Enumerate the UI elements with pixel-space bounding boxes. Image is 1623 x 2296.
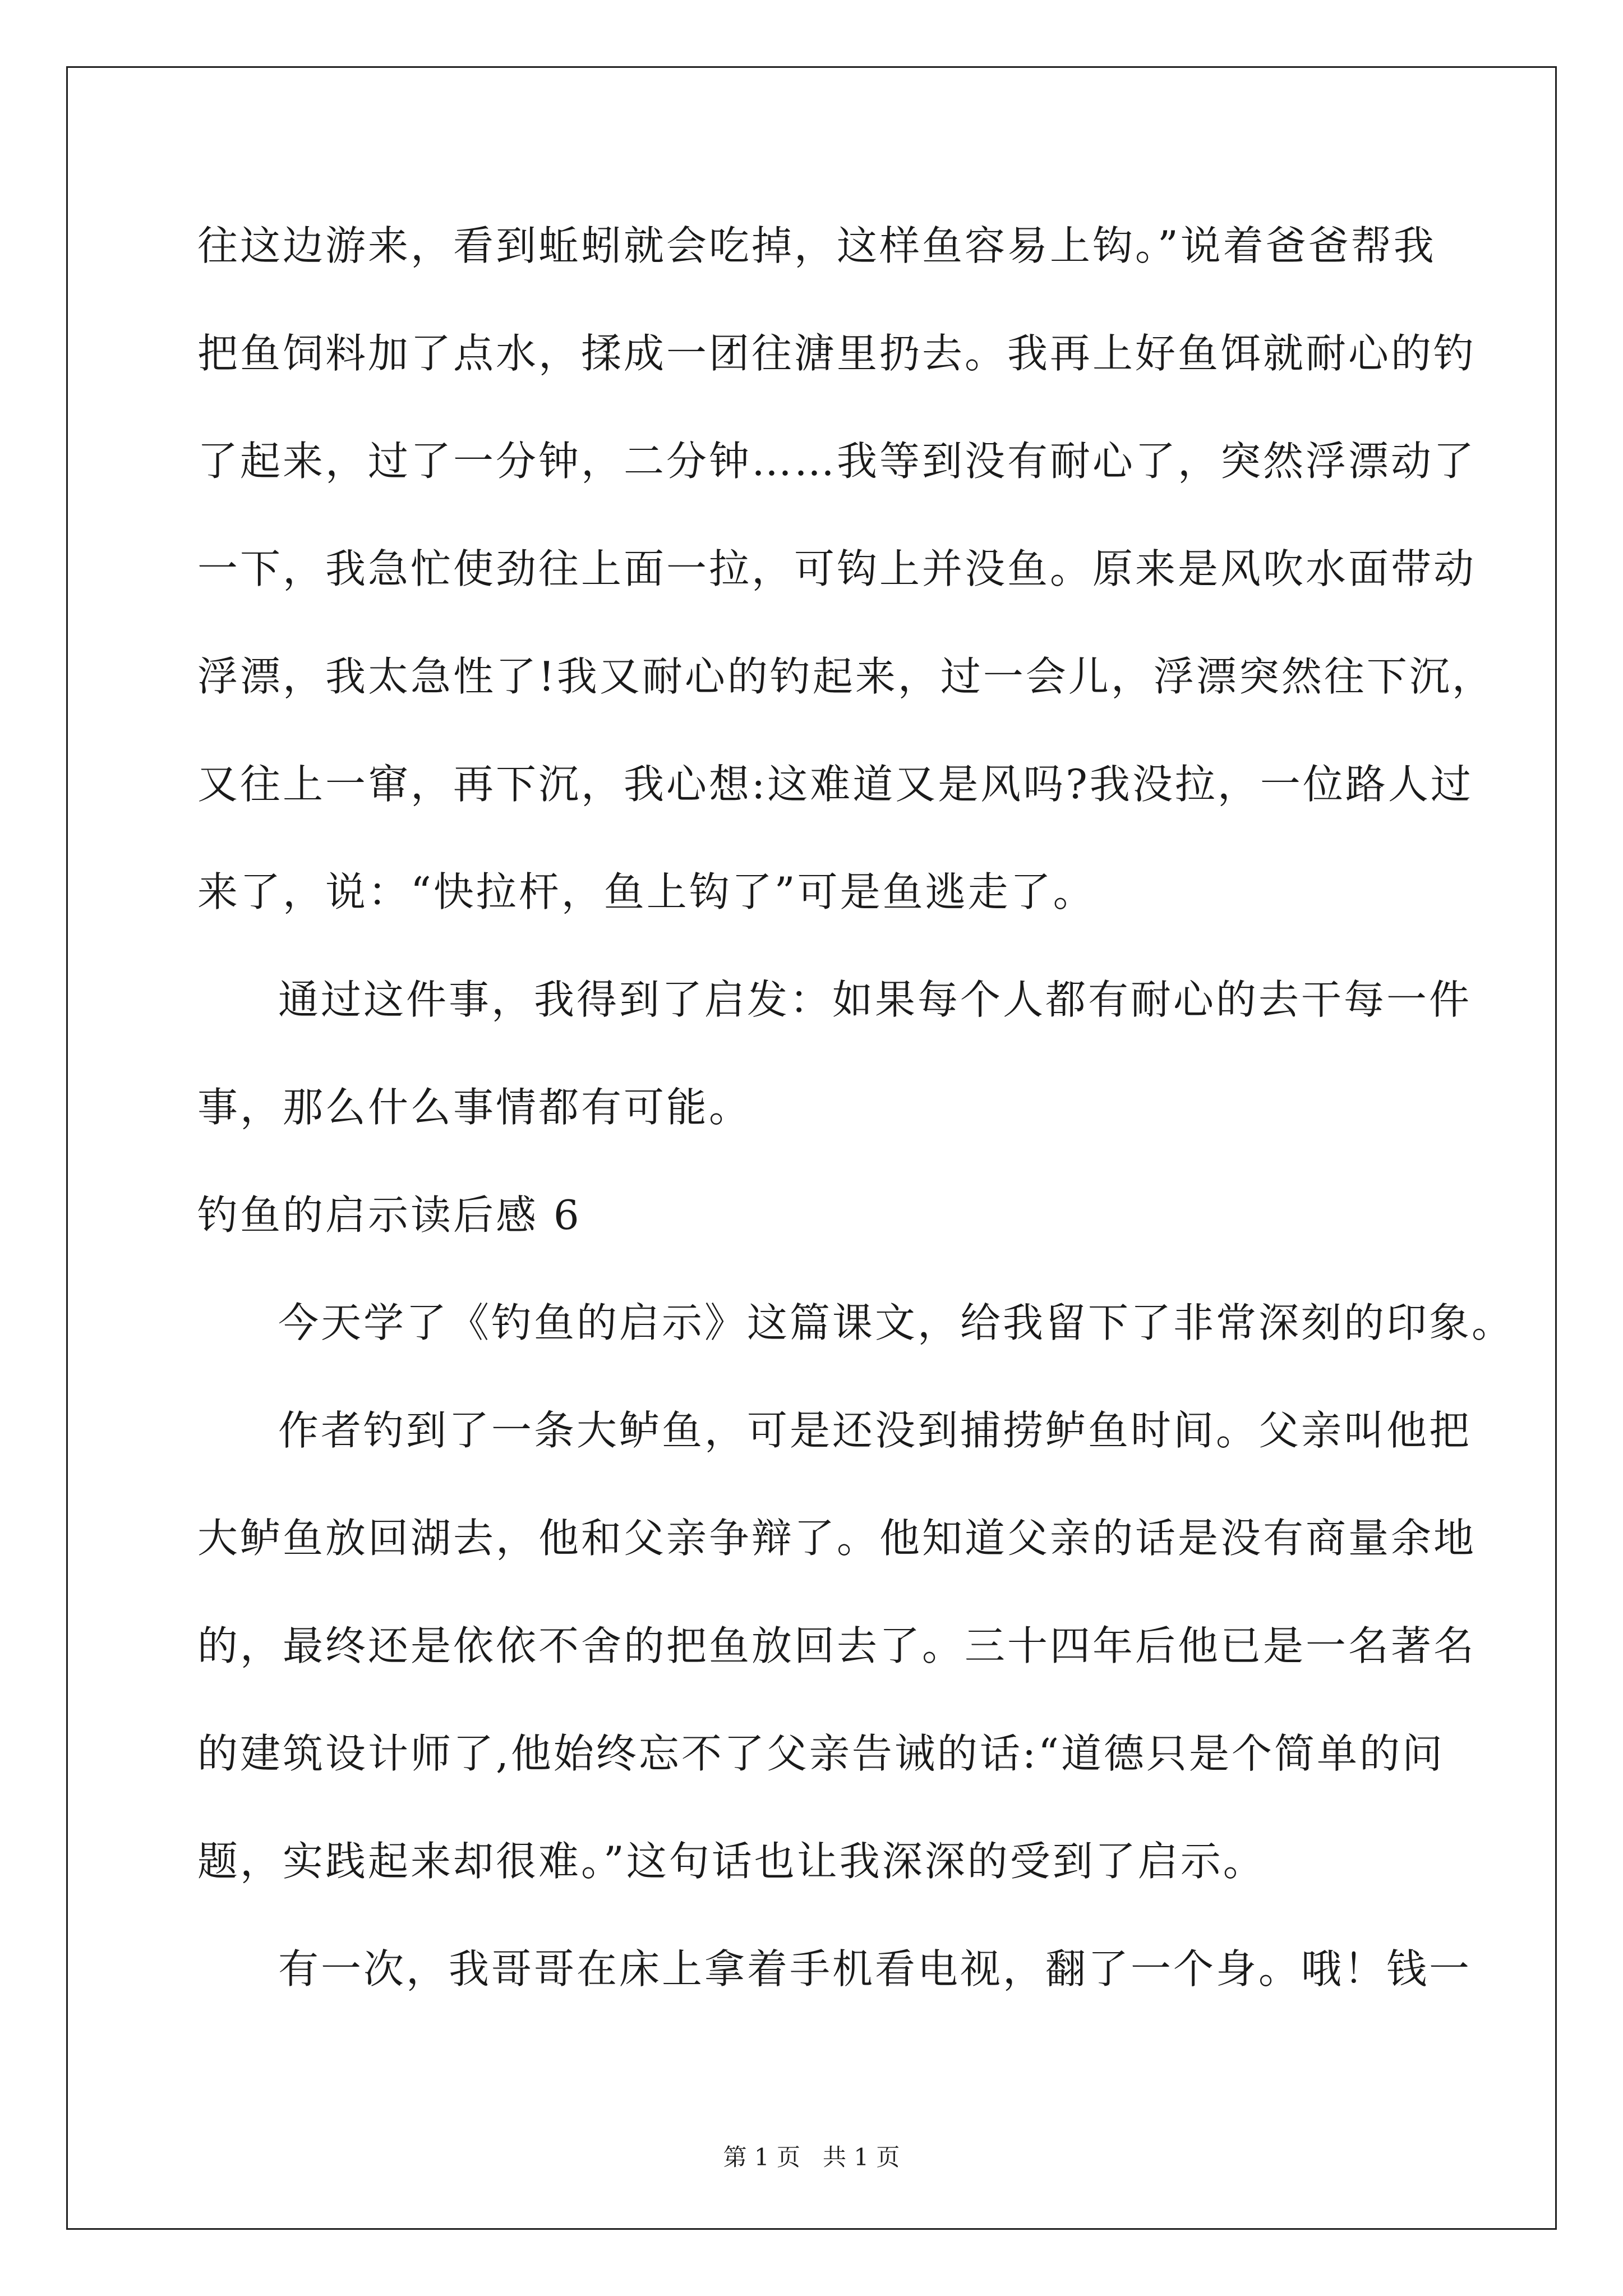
paragraph-start-line: 今天学了《钓鱼的启示》这篇课文，给我留下了非常深刻的印象。: [278, 1299, 1515, 1346]
section-heading: 钓鱼的启示读后感 6: [197, 1191, 582, 1239]
text-line: 来了，说：“快拉杆，鱼上钩了”可是鱼逃走了。: [197, 868, 1096, 915]
text-line: 大鲈鱼放回湖去，他和父亲争辩了。他知道父亲的话是没有商量余地: [197, 1515, 1477, 1562]
page-footer: [0, 2142, 1623, 2173]
text-line: 事，那么什么事情都有可能。: [197, 1084, 752, 1131]
text-line: 题，实践起来却很难。”这句话也让我深深的受到了启示。: [197, 1838, 1266, 1885]
paragraph-start-line: 通过这件事，我得到了启发：如果每个人都有耐心的去干每一件: [278, 976, 1472, 1023]
page-border: [66, 66, 1557, 2230]
text-line: 往这边游来，看到蚯蚓就会吃掉，这样鱼容易上钩。”说着爸爸帮我: [197, 222, 1436, 269]
text-line: 把鱼饲料加了点水，揉成一团往溏里扔去。我再上好鱼饵就耐心的钓: [197, 330, 1477, 377]
text-line: 的，最终还是依依不舍的把鱼放回去了。三十四年后他已是一名著名: [197, 1622, 1477, 1669]
paragraph-start-line: 作者钓到了一条大鲈鱼，可是还没到捕捞鲈鱼时间。父亲叫他把: [278, 1407, 1472, 1454]
text-line: 浮漂，我太急性了!我又耐心的钓起来，过一会儿，浮漂突然往下沉，: [197, 653, 1495, 700]
text-line: 了起来，过了一分钟，二分钟……我等到没有耐心了，突然浮漂动了: [197, 438, 1477, 485]
page-total: 共 1 页: [823, 2143, 900, 2171]
paragraph-start-line: 有一次，我哥哥在床上拿着手机看电视，翻了一个身。哦！钱一: [278, 1945, 1472, 1993]
page-number: 第 1 页: [723, 2143, 800, 2171]
text-line: 的建筑设计师了,他始终忘不了父亲告诫的话:“道德只是个简单的问: [197, 1730, 1445, 1777]
text-line: 一下，我急忙使劲往上面一拉，可钩上并没鱼。原来是风吹水面带动: [197, 545, 1477, 592]
text-line: 又往上一窜，再下沉，我心想:这难道又是风吗?我没拉，一位路人过: [197, 761, 1473, 808]
